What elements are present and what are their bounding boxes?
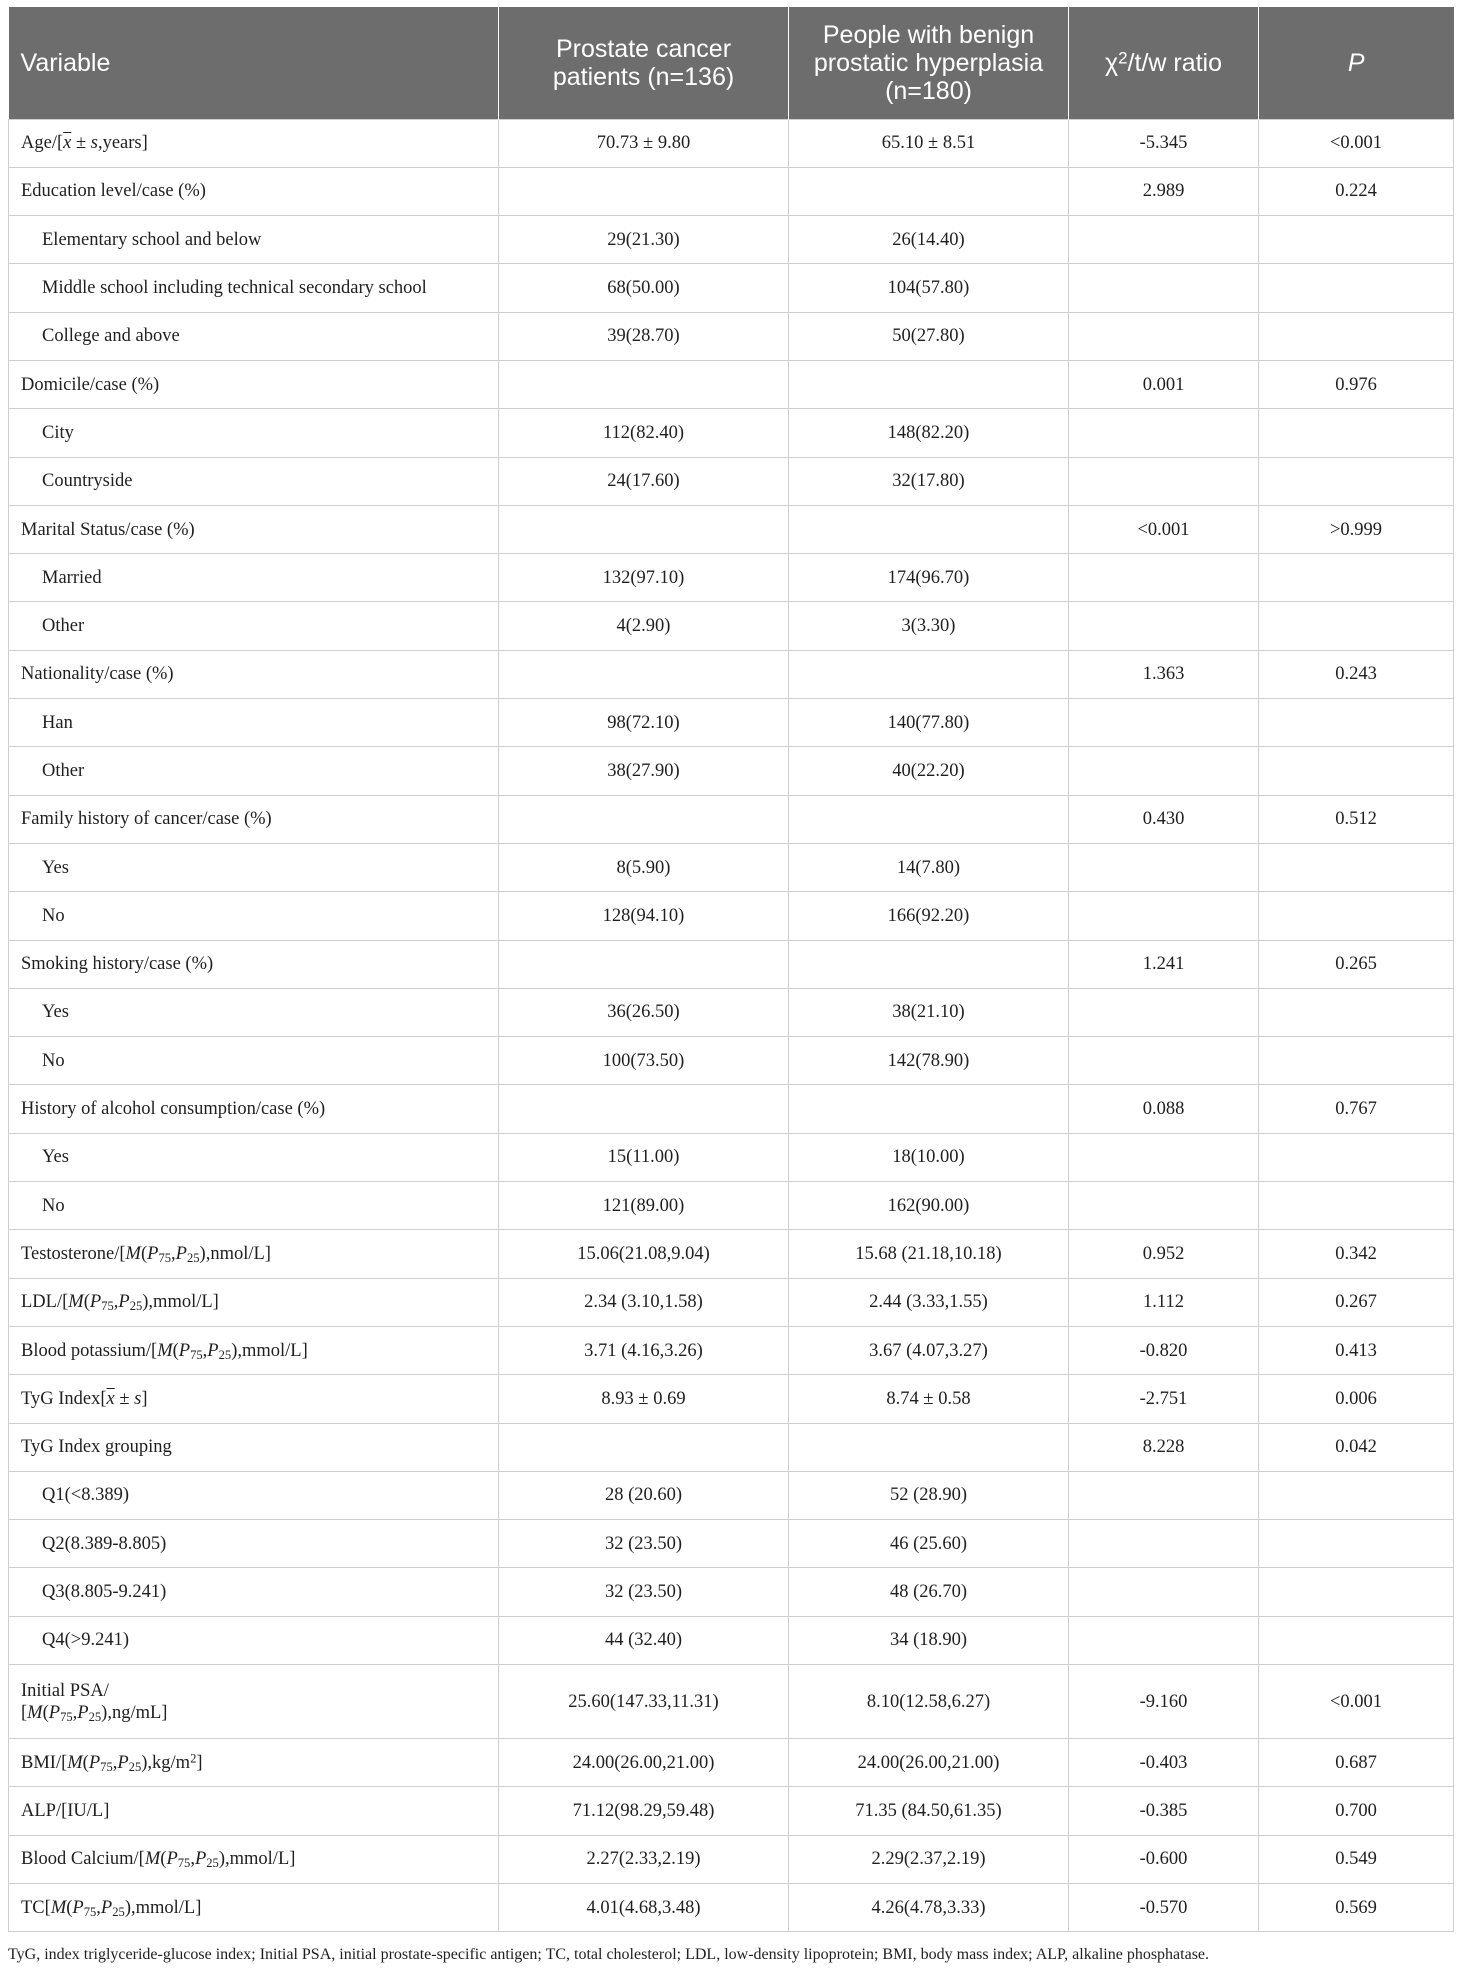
cell-bph — [789, 360, 1069, 408]
cell-prostate-cancer: 25.60(147.33,11.31) — [499, 1665, 789, 1739]
cell-p-value — [1259, 699, 1454, 747]
table-row — [9, 940, 1454, 988]
table-row — [9, 1278, 1454, 1326]
cell-bph: 162(90.00) — [789, 1182, 1069, 1230]
cell-bph: 8.74 ± 0.58 — [789, 1375, 1069, 1423]
cell-statistic — [1069, 1616, 1259, 1664]
table-row — [9, 1133, 1454, 1181]
cell-statistic: -0.403 — [1069, 1739, 1259, 1787]
cell-p-value: 0.224 — [1259, 167, 1454, 215]
cell-variable: Domicile/case (%) — [9, 360, 499, 408]
cell-statistic: -5.345 — [1069, 119, 1259, 167]
cell-prostate-cancer — [499, 360, 789, 408]
table-row — [9, 167, 1454, 215]
cell-prostate-cancer — [499, 1423, 789, 1471]
cell-prostate-cancer: 28 (20.60) — [499, 1471, 789, 1519]
table-container — [8, 7, 1453, 1932]
cell-prostate-cancer: 38(27.90) — [499, 747, 789, 795]
cell-statistic — [1069, 699, 1259, 747]
cell-variable: Testosterone/$[M(P_{75},P_{25}),nmol/L]$ — [9, 1230, 499, 1278]
table-row — [9, 1423, 1454, 1471]
cell-p-value: 0.243 — [1259, 650, 1454, 698]
table-row — [9, 1568, 1454, 1616]
cell-variable: Other — [9, 602, 499, 650]
table-row — [9, 312, 1454, 360]
cell-bph: 52 (28.90) — [789, 1471, 1069, 1519]
cell-variable: Blood Calcium/$[M(P_{75},P_{25}),mmol/L]$ — [9, 1835, 499, 1883]
cell-p-value — [1259, 554, 1454, 602]
cell-statistic: 1.112 — [1069, 1278, 1259, 1326]
table-row — [9, 505, 1454, 553]
cell-statistic: -0.820 — [1069, 1326, 1259, 1374]
cell-p-value: <0.001 — [1259, 119, 1454, 167]
cell-p-value: 0.569 — [1259, 1883, 1454, 1931]
table-row — [9, 1835, 1454, 1883]
cell-p-value — [1259, 1568, 1454, 1616]
cell-variable: TyG $Index[\overline{x} \pm s]$ — [9, 1375, 499, 1423]
cell-statistic — [1069, 988, 1259, 1036]
cell-bph: 104(57.80) — [789, 264, 1069, 312]
cell-prostate-cancer: 132(97.10) — [499, 554, 789, 602]
cell-variable: Age/[$\overline{x}$ ± s,years] — [9, 119, 499, 167]
cell-variable: No — [9, 1037, 499, 1085]
cell-p-value — [1259, 1037, 1454, 1085]
table-row — [9, 457, 1454, 505]
cell-statistic: 8.228 — [1069, 1423, 1259, 1471]
cell-variable: Married — [9, 554, 499, 602]
cell-prostate-cancer: 29(21.30) — [499, 216, 789, 264]
cell-bph — [789, 505, 1069, 553]
cell-bph: 26(14.40) — [789, 216, 1069, 264]
table-row — [9, 1739, 1454, 1787]
cell-prostate-cancer: 70.73 ± 9.80 — [499, 119, 789, 167]
cell-statistic — [1069, 554, 1259, 602]
table-row — [9, 1883, 1454, 1931]
header-statistic: $\chi^2/t/w$ ratio — [1069, 7, 1259, 119]
cell-variable: History of alcohol consumption/case (%) — [9, 1085, 499, 1133]
table-row — [9, 1616, 1454, 1664]
cell-p-value: 0.342 — [1259, 1230, 1454, 1278]
cell-p-value — [1259, 892, 1454, 940]
cell-statistic: -2.751 — [1069, 1375, 1259, 1423]
cell-variable: Q2(8.389-8.805) — [9, 1520, 499, 1568]
cell-statistic — [1069, 602, 1259, 650]
table-row — [9, 1787, 1454, 1835]
cell-statistic: -0.385 — [1069, 1787, 1259, 1835]
cell-statistic: 2.989 — [1069, 167, 1259, 215]
cell-variable: College and above — [9, 312, 499, 360]
cell-variable: Q3(8.805-9.241) — [9, 1568, 499, 1616]
cell-bph: 46 (25.60) — [789, 1520, 1069, 1568]
table-row — [9, 409, 1454, 457]
cell-prostate-cancer: 121(89.00) — [499, 1182, 789, 1230]
cell-statistic — [1069, 1568, 1259, 1616]
cell-prostate-cancer: 15.06(21.08,9.04) — [499, 1230, 789, 1278]
cell-p-value: 0.767 — [1259, 1085, 1454, 1133]
cell-p-value: 0.687 — [1259, 1739, 1454, 1787]
cell-p-value — [1259, 1133, 1454, 1181]
cell-bph — [789, 795, 1069, 843]
cell-prostate-cancer: 8.93 ± 0.69 — [499, 1375, 789, 1423]
cell-statistic — [1069, 1520, 1259, 1568]
cell-p-value: 0.265 — [1259, 940, 1454, 988]
cell-p-value: 0.976 — [1259, 360, 1454, 408]
cell-variable: Han — [9, 699, 499, 747]
cell-prostate-cancer — [499, 795, 789, 843]
cell-bph: 140(77.80) — [789, 699, 1069, 747]
table-row — [9, 1230, 1454, 1278]
cell-p-value — [1259, 602, 1454, 650]
cell-statistic: 0.430 — [1069, 795, 1259, 843]
table-row — [9, 554, 1454, 602]
cell-variable: Elementary school and below — [9, 216, 499, 264]
table-row — [9, 119, 1454, 167]
cell-p-value: 0.413 — [1259, 1326, 1454, 1374]
cell-p-value: 0.042 — [1259, 1423, 1454, 1471]
cell-variable: TyG Index grouping — [9, 1423, 499, 1471]
cell-prostate-cancer — [499, 505, 789, 553]
table-row — [9, 795, 1454, 843]
cell-prostate-cancer: 98(72.10) — [499, 699, 789, 747]
cell-bph: 34 (18.90) — [789, 1616, 1069, 1664]
cell-variable: City — [9, 409, 499, 457]
header-prostate-cancer: Prostate cancer patients (n=136) — [499, 7, 789, 119]
cell-statistic: 1.241 — [1069, 940, 1259, 988]
cell-prostate-cancer: 4(2.90) — [499, 602, 789, 650]
cell-variable: Blood potassium/$[M(P_{75},P_{25}),mmol/L]$ — [9, 1326, 499, 1374]
cell-prostate-cancer: 24.00(26.00,21.00) — [499, 1739, 789, 1787]
table-row — [9, 216, 1454, 264]
cell-prostate-cancer: 24(17.60) — [499, 457, 789, 505]
cell-bph: 166(92.20) — [789, 892, 1069, 940]
cell-variable: Countryside — [9, 457, 499, 505]
cell-statistic — [1069, 312, 1259, 360]
cell-bph — [789, 1085, 1069, 1133]
cell-statistic — [1069, 409, 1259, 457]
table-row — [9, 843, 1454, 891]
cell-statistic: 0.001 — [1069, 360, 1259, 408]
table-row — [9, 1182, 1454, 1230]
table-row — [9, 650, 1454, 698]
baseline-characteristics-table — [8, 7, 1454, 1932]
cell-prostate-cancer — [499, 650, 789, 698]
cell-bph: 2.29(2.37,2.19) — [789, 1835, 1069, 1883]
cell-p-value: 0.006 — [1259, 1375, 1454, 1423]
cell-prostate-cancer: 100(73.50) — [499, 1037, 789, 1085]
table-body — [9, 119, 1454, 1932]
table-row — [9, 1520, 1454, 1568]
cell-prostate-cancer — [499, 167, 789, 215]
cell-variable: Q4(>9.241) — [9, 1616, 499, 1664]
table-row — [9, 1085, 1454, 1133]
cell-bph: 71.35 (84.50,61.35) — [789, 1787, 1069, 1835]
cell-statistic — [1069, 216, 1259, 264]
cell-variable: Family history of cancer/case (%) — [9, 795, 499, 843]
cell-bph: 174(96.70) — [789, 554, 1069, 602]
cell-variable: Q1(<8.389) — [9, 1471, 499, 1519]
header-p-value: P — [1259, 7, 1454, 119]
cell-p-value — [1259, 216, 1454, 264]
table-row — [9, 1326, 1454, 1374]
cell-p-value: 0.267 — [1259, 1278, 1454, 1326]
cell-bph: 65.10 ± 8.51 — [789, 119, 1069, 167]
cell-prostate-cancer: 32 (23.50) — [499, 1520, 789, 1568]
cell-p-value — [1259, 312, 1454, 360]
cell-statistic: -0.570 — [1069, 1883, 1259, 1931]
cell-bph: 14(7.80) — [789, 843, 1069, 891]
cell-p-value — [1259, 747, 1454, 795]
cell-bph: 3(3.30) — [789, 602, 1069, 650]
cell-prostate-cancer: 112(82.40) — [499, 409, 789, 457]
cell-p-value — [1259, 1182, 1454, 1230]
cell-variable: No — [9, 892, 499, 940]
cell-bph: 15.68 (21.18,10.18) — [789, 1230, 1069, 1278]
table-row — [9, 1375, 1454, 1423]
table-row — [9, 699, 1454, 747]
cell-statistic: 1.363 — [1069, 650, 1259, 698]
cell-statistic — [1069, 1037, 1259, 1085]
cell-bph — [789, 650, 1069, 698]
cell-bph: 40(22.20) — [789, 747, 1069, 795]
cell-variable: Other — [9, 747, 499, 795]
cell-prostate-cancer: 2.34 (3.10,1.58) — [499, 1278, 789, 1326]
cell-bph — [789, 167, 1069, 215]
cell-bph: 32(17.80) — [789, 457, 1069, 505]
cell-bph: 142(78.90) — [789, 1037, 1069, 1085]
cell-statistic — [1069, 1133, 1259, 1181]
table-row — [9, 747, 1454, 795]
cell-p-value: >0.999 — [1259, 505, 1454, 553]
cell-variable: Education level/case (%) — [9, 167, 499, 215]
cell-bph: 50(27.80) — [789, 312, 1069, 360]
table-row — [9, 264, 1454, 312]
cell-statistic — [1069, 264, 1259, 312]
cell-variable: Yes — [9, 1133, 499, 1181]
cell-p-value — [1259, 988, 1454, 1036]
cell-p-value: 0.549 — [1259, 1835, 1454, 1883]
cell-variable: No — [9, 1182, 499, 1230]
cell-prostate-cancer: 2.27(2.33,2.19) — [499, 1835, 789, 1883]
cell-statistic — [1069, 747, 1259, 795]
cell-prostate-cancer — [499, 940, 789, 988]
table-row — [9, 988, 1454, 1036]
cell-prostate-cancer: 71.12(98.29,59.48) — [499, 1787, 789, 1835]
cell-variable: ALP/[IU/L] — [9, 1787, 499, 1835]
table-row — [9, 892, 1454, 940]
table-footnote: TyG, index triglyceride-glucose index; Initial PSA, initial prostate-specific antigen; TC, total cholesterol; LDL, low-density lipoprotein; BMI, body mass index; ALP, alkaline phosphatase. — [8, 1946, 1210, 1963]
cell-p-value: 0.512 — [1259, 795, 1454, 843]
cell-prostate-cancer: 4.01(4.68,3.48) — [499, 1883, 789, 1931]
header-row — [9, 7, 1454, 119]
cell-variable: Initial PSA/ $[M(P_{75},P_{25}),ng/mL]$ — [9, 1665, 499, 1739]
cell-p-value — [1259, 264, 1454, 312]
cell-p-value — [1259, 457, 1454, 505]
cell-p-value: 0.700 — [1259, 1787, 1454, 1835]
cell-statistic — [1069, 1182, 1259, 1230]
cell-statistic: -0.600 — [1069, 1835, 1259, 1883]
cell-prostate-cancer: 128(94.10) — [499, 892, 789, 940]
cell-bph — [789, 940, 1069, 988]
cell-statistic — [1069, 1471, 1259, 1519]
cell-bph: 3.67 (4.07,3.27) — [789, 1326, 1069, 1374]
cell-bph: 48 (26.70) — [789, 1568, 1069, 1616]
cell-variable: Nationality/case (%) — [9, 650, 499, 698]
cell-variable: Middle school including technical secondary school — [9, 264, 499, 312]
cell-p-value — [1259, 409, 1454, 457]
cell-variable: BMI/$[M(P_{75},P_{25}),kg/m^2]$ — [9, 1739, 499, 1787]
cell-bph: 24.00(26.00,21.00) — [789, 1739, 1069, 1787]
cell-p-value — [1259, 843, 1454, 891]
cell-prostate-cancer — [499, 1085, 789, 1133]
cell-p-value — [1259, 1471, 1454, 1519]
table-row — [9, 602, 1454, 650]
cell-prostate-cancer: 36(26.50) — [499, 988, 789, 1036]
cell-bph: 38(21.10) — [789, 988, 1069, 1036]
cell-bph: 4.26(4.78,3.33) — [789, 1883, 1069, 1931]
cell-statistic: -9.160 — [1069, 1665, 1259, 1739]
cell-prostate-cancer: 32 (23.50) — [499, 1568, 789, 1616]
table-row — [9, 360, 1454, 408]
cell-variable: Marital Status/case (%) — [9, 505, 499, 553]
table-row — [9, 1471, 1454, 1519]
cell-bph: 2.44 (3.33,1.55) — [789, 1278, 1069, 1326]
cell-variable: Smoking history/case (%) — [9, 940, 499, 988]
cell-variable: Yes — [9, 988, 499, 1036]
cell-prostate-cancer: 68(50.00) — [499, 264, 789, 312]
cell-variable: LDL/$[M(P_{75},P_{25}),mmol/L]$ — [9, 1278, 499, 1326]
cell-prostate-cancer: 8(5.90) — [499, 843, 789, 891]
header-variable: Variable — [9, 7, 499, 119]
cell-variable: $TC[M(P_{75},P_{25}),mmol/L]$ — [9, 1883, 499, 1931]
cell-statistic: 0.952 — [1069, 1230, 1259, 1278]
cell-prostate-cancer: 39(28.70) — [499, 312, 789, 360]
cell-p-value: <0.001 — [1259, 1665, 1454, 1739]
cell-statistic — [1069, 843, 1259, 891]
cell-prostate-cancer: 15(11.00) — [499, 1133, 789, 1181]
cell-statistic — [1069, 892, 1259, 940]
table-row — [9, 1665, 1454, 1739]
cell-variable: Yes — [9, 843, 499, 891]
cell-bph: 148(82.20) — [789, 409, 1069, 457]
cell-prostate-cancer: 44 (32.40) — [499, 1616, 789, 1664]
cell-statistic — [1069, 457, 1259, 505]
cell-statistic: <0.001 — [1069, 505, 1259, 553]
cell-p-value — [1259, 1520, 1454, 1568]
cell-bph: 8.10(12.58,6.27) — [789, 1665, 1069, 1739]
cell-p-value — [1259, 1616, 1454, 1664]
header-bph: People with benign prostatic hyperplasia (n=180) — [789, 7, 1069, 119]
cell-prostate-cancer: 3.71 (4.16,3.26) — [499, 1326, 789, 1374]
table-row — [9, 1037, 1454, 1085]
cell-statistic: 0.088 — [1069, 1085, 1259, 1133]
cell-bph — [789, 1423, 1069, 1471]
cell-bph: 18(10.00) — [789, 1133, 1069, 1181]
